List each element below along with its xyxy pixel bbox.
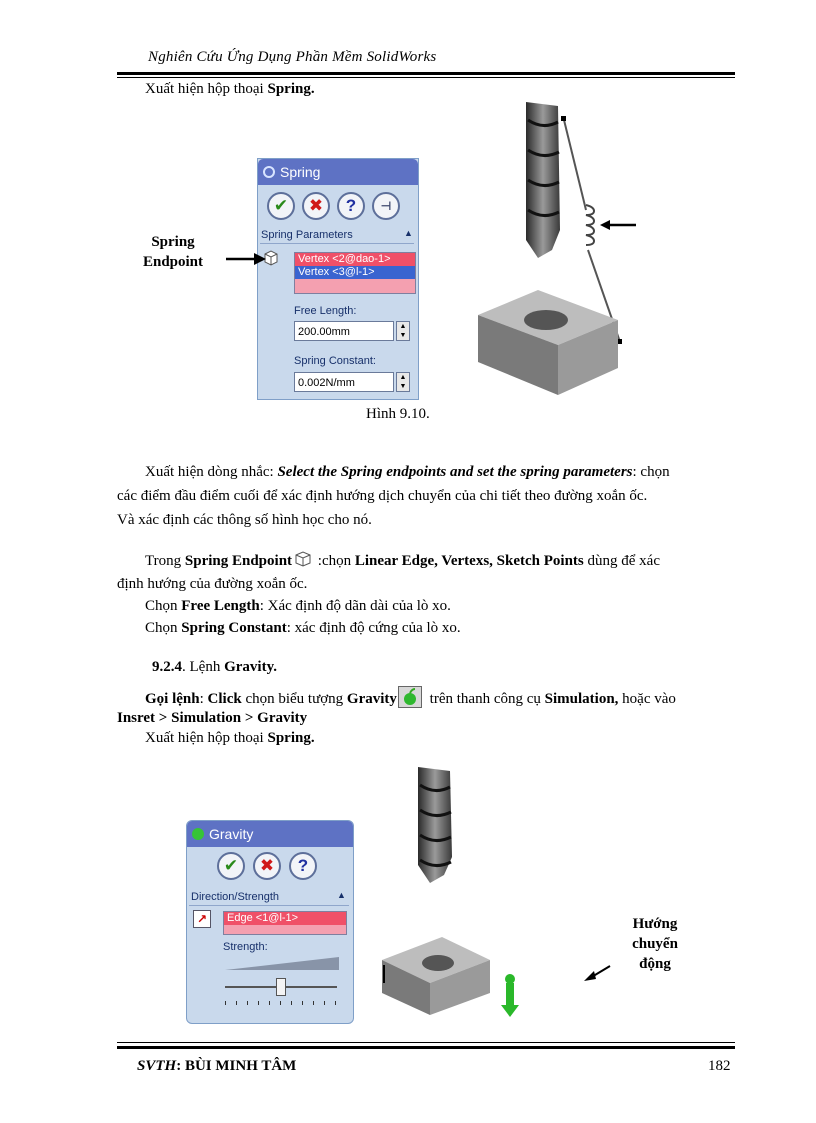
- footer-rule: [117, 1046, 735, 1049]
- free-length-label: Free Length:: [294, 305, 357, 317]
- gravity-section-title: Direction/Strength: [191, 891, 280, 903]
- intro-line: Xuất hiện hộp thoại Spring.: [145, 81, 315, 97]
- spring-section-title: Spring Parameters: [261, 229, 353, 241]
- cancel-button[interactable]: ✖: [302, 192, 330, 220]
- gravity-command-line: Gọi lệnh: Click chọn biểu tượng Gravity trên thanh công cụ Simulation, hoặc vào: [145, 686, 676, 709]
- spring-constant-spinner[interactable]: ▲ ▼: [396, 372, 410, 392]
- footer-author: SVTH: BÙI MINH TÂM: [137, 1058, 297, 1074]
- list-item[interactable]: Vertex <3@l-1>: [295, 266, 415, 279]
- arrow-right-icon: [226, 252, 266, 266]
- free-length-line: Chọn Free Length: Xác định độ dãn dài của lò xo.: [145, 598, 451, 614]
- figure-caption: Hình 9.10.: [366, 406, 430, 422]
- endpoint-line-2: định hướng của đường xoắn ốc.: [117, 576, 308, 592]
- gravity-panel-title: Gravity: [187, 821, 353, 847]
- spring-icon: [263, 166, 275, 178]
- footer-rule-thin: [117, 1042, 735, 1043]
- free-length-input[interactable]: 200.00mm: [294, 321, 394, 341]
- strength-label: Strength:: [223, 941, 268, 953]
- dialog-line: Xuất hiện hộp thoại Spring.: [145, 730, 315, 746]
- help-button[interactable]: ?: [289, 852, 317, 880]
- list-item[interactable]: Vertex <2@dao-1>: [295, 253, 415, 266]
- gravity-property-panel: [186, 820, 354, 1024]
- collapse-icon[interactable]: ▲: [404, 228, 413, 238]
- gravity-apple-icon: [398, 686, 422, 708]
- collapse-icon[interactable]: ▲: [337, 890, 346, 900]
- menu-path-line: Insret > Simulation > Gravity: [117, 710, 308, 726]
- slider-ticks: [225, 1001, 337, 1005]
- spring-endpoint-label: Spring Endpoint: [142, 234, 204, 270]
- spring-figure-image: [468, 100, 638, 400]
- spring-constant-line: Chọn Spring Constant: xác định độ cứng của lò xo.: [145, 620, 461, 636]
- spring-endpoint-list[interactable]: [294, 252, 416, 294]
- prompt-line-2: các điểm đầu điểm cuối để xác định hướng dịch chuyển của chi tiết theo đường xoắn ốc.: [117, 488, 648, 504]
- arrow-left-down-icon: [584, 964, 612, 982]
- spring-constant-label: Spring Constant:: [294, 355, 376, 367]
- ok-button[interactable]: ✔: [217, 852, 245, 880]
- reverse-direction-icon[interactable]: ↗: [193, 910, 211, 928]
- apple-icon: [192, 828, 204, 840]
- cancel-button[interactable]: ✖: [253, 852, 281, 880]
- pushpin-button[interactable]: ⊣: [372, 192, 400, 220]
- endpoint-line-1: Trong Spring Endpoint :chọn Linear Edge, Vertexs, Sketch Points dùng để xác: [145, 550, 660, 571]
- strength-slider-thumb[interactable]: [276, 978, 286, 996]
- prompt-line-1: Xuất hiện dòng nhắc: Select the Spring endpoints and set the spring parameters: chọn: [145, 464, 670, 480]
- spring-constant-input[interactable]: 0.002N/mm: [294, 372, 394, 392]
- header-rule-thin: [117, 77, 735, 78]
- motion-direction-label: Hướng chuyển động: [632, 916, 678, 972]
- header-rule: [117, 72, 735, 75]
- section-divider: [189, 905, 349, 906]
- gravity-figure-image: [360, 765, 540, 1025]
- page-header: Nghiên Cứu Ứng Dụng Phần Mềm SolidWorks: [148, 49, 437, 65]
- page-number: 182: [708, 1058, 731, 1074]
- section-heading: 9.2.4. Lệnh Gravity.: [152, 659, 277, 675]
- spring-property-panel: [257, 158, 419, 400]
- list-item[interactable]: Edge <1@l-1>: [224, 912, 346, 925]
- ok-button[interactable]: ✔: [267, 192, 295, 220]
- strength-ramp-icon: [225, 957, 339, 971]
- prompt-line-3: Và xác định các thông số hình học cho nó.: [117, 512, 372, 528]
- section-divider: [260, 243, 414, 244]
- direction-edge-list[interactable]: [223, 911, 347, 935]
- spring-panel-title: Spring: [258, 159, 418, 185]
- free-length-spinner[interactable]: ▲ ▼: [396, 321, 410, 341]
- spring-endpoint-cube-icon: [293, 550, 313, 568]
- help-button[interactable]: ?: [337, 192, 365, 220]
